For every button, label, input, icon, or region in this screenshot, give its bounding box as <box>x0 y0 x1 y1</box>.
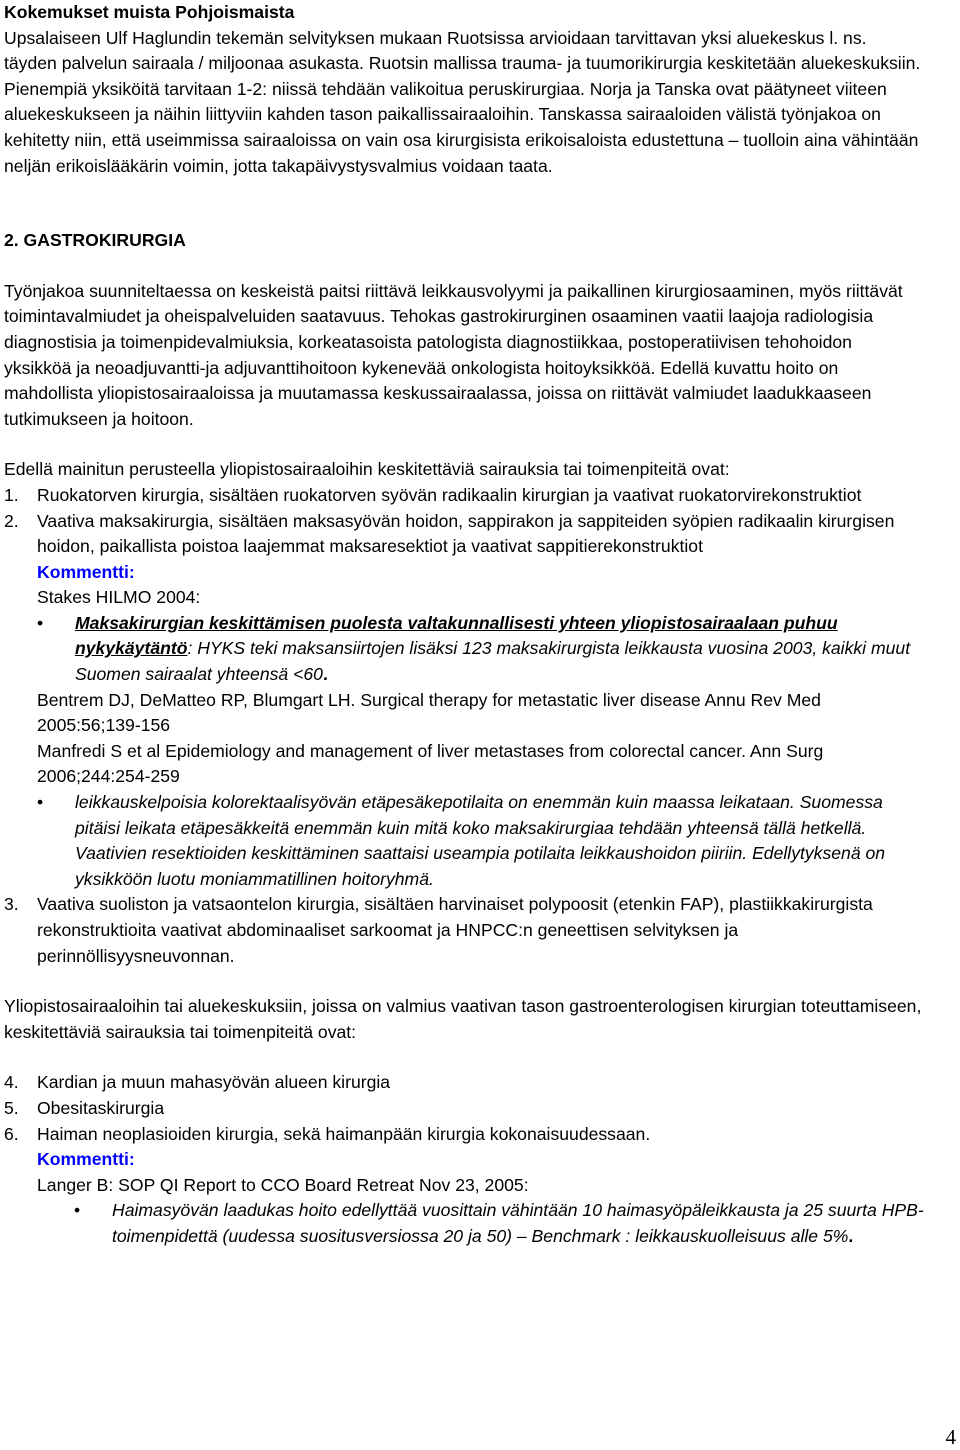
section-title: Kokemukset muista Pohjoismaista <box>4 2 295 22</box>
list-number: 1. <box>4 484 19 505</box>
list-number: 6. <box>4 1123 19 1144</box>
bullet-icon: • <box>37 792 44 813</box>
langer-line: Langer B: SOP QI Report to CCO Board Retreat Nov 23, 2005: <box>37 1174 529 1195</box>
bullet-rest: : HYKS teki maksansiirtojen lisäksi 123 maksakirurgista leikkausta vuosina 2003, kaikki muut Suomen sairaalat yhteensä <60 <box>75 638 911 685</box>
bullet-emphasis: Maksakirurgian keskittämisen puolesta valtakunnallisesti yhteen yliopistosairaalaan puhuu nykykäytäntö <box>75 612 838 659</box>
bullet-end: . <box>848 1225 854 1246</box>
list-number: 2. <box>4 510 19 531</box>
list-item <box>4 1096 924 1122</box>
list-item <box>4 509 924 560</box>
list-text: Kardian ja muun mahasyövän alueen kirurgia <box>37 1072 391 1093</box>
document-page <box>4 0 924 1250</box>
bullet-body: Haimasyövän laadukas hoito edellyttää vuosittain vähintään 10 haimasyöpäleikkausta ja 25 suurta HPB- toimenpidettä (uudessa suositusversiossa 20 ja 50) – Benchmark : leikkauskuolleisuus alle 5% <box>112 1200 924 1246</box>
second-intro: Yliopistosairaaloihin tai aluekeskuksiin, joissa on valmius vaativan tason gastroenterologisen kirurgian toteuttamiseen, keskitettäviä sairauksia tai toimenpiteitä ovat: <box>4 996 922 1042</box>
bullet-text <box>112 1198 924 1249</box>
comment-label: Kommentti: <box>37 561 135 582</box>
list-number: 3. <box>4 894 19 915</box>
reference: Bentrem DJ, DeMatteo RP, Blumgart LH. Surgical therapy for metastatic liver disease Annu Rev Med 2005:56;139-156 <box>37 689 821 736</box>
list-text: Haiman neoplasioiden kirurgia, sekä haimanpään kirurgia kokonaisuudessaan. <box>37 1123 651 1144</box>
list-text: Obesitaskirurgia <box>37 1097 165 1118</box>
bullet-icon: • <box>74 1200 81 1221</box>
bullet-item <box>4 1198 924 1249</box>
intro-paragraph: Upsalaiseen Ulf Haglundin tekemän selvityksen mukaan Ruotsissa arvioidaan tarvittavan yksi aluekeskus l. ns. täyden palvelun sairaala / miljoonaa asukasta. Ruotsin mallissa trauma- ja tuumorikirurgia keskitetään aluekeskuksiin. Pienempiä yksiköitä tarvitaan 1-2: niissä tehdään valikoitua peruskirurgiaa. Norja ja Tanska ovat päätyneet viiteen aluekeskukseen ja näihin liittyviin kahden tason paikallissairaaloihin. Tanskassa sairaaloiden välistä työnjakoa on kehitetty niin, että useimmissa sairaaloissa on vain osa kirurgisista erikoisaloista edustettuna – tuolloin aina vähintään neljän erikoislääkärin voimin, jotta takapäivystysvalmius voidaan taata. <box>4 27 921 176</box>
list-item <box>4 483 924 509</box>
bullet-text: leikkauskelpoisia kolorektaalisyövän etäpesäkepotilaita on enemmän kuin maassa leikataan. Suomessa pitäisi leikata etäpesäkkeitä enemmän kuin mitä koko maksakirurgiaa tehdään yhteensä tällä hetkellä. Vaativien resektioiden keskittäminen saattaisi useampia potilaita leikkaushoidon piiriin. Edellytyksenä on yksikköön luotu moniammatillinen hoitoryhmä. <box>75 792 886 889</box>
gastro-paragraph: Työnjakoa suunniteltaessa on keskeistä paitsi riittävä leikkausvolyymi ja paikallinen kirurgiosaaminen, myös riittävät toimintavalmiudet ja oheispalveluiden saatavuus. Tehokas gastrokirurginen osaaminen vaatii laajoja radiologisia diagnostisia ja toimenpidevalmiuksia, korkeatasoista patologista diagnostiikkaa, postoperatiivisen tehohoidon yksikköä ja neoadjuvantti-ja adjuvanttihoitoon kykenevää onkologista hoitoyksikköä. Edellä kuvattu hoito on mahdollista yliopistosairaaloissa ja muutamassa keskussairaalassa, joissa on riittävät valmiudet laadukkaaseen tutkimukseen ja hoitoon. <box>4 280 903 429</box>
reference: Manfredi S et al Epidemiology and management of liver metastases from colorectal cancer. Ann Surg 2006;244:254-259 <box>37 740 824 787</box>
comment-label: Kommentti: <box>37 1149 135 1170</box>
list-text: Vaativa suoliston ja vatsaontelon kirurgia, sisältäen harvinaiset polypoosit (etenkin FAP), plastiikkakirurgista rekonstruktioita vaativat abdominaaliset sarkoomat ja HNPCC:n geneettisen selvityksen ja perinnöllisyysneuvonnan. <box>37 894 873 966</box>
list-text: Ruokatorven kirurgia, sisältäen ruokatorven syövän radikaalin kirurgian ja vaativat ruokatorvirekonstruktiot <box>37 484 862 505</box>
list-number: 5. <box>4 1097 19 1118</box>
list-item <box>4 1070 924 1096</box>
page-number: 4 <box>945 1425 956 1449</box>
list-intro: Edellä mainitun perusteella yliopistosairaaloihin keskitettäviä sairauksia tai toimenpiteitä ovat: <box>4 459 730 480</box>
bullet-item <box>4 611 924 688</box>
list-number: 4. <box>4 1072 19 1093</box>
bullet-icon: • <box>37 612 44 633</box>
bullet-end: . <box>322 664 328 685</box>
section-heading: 2. GASTROKIRURGIA <box>4 230 186 251</box>
stakes-line: Stakes HILMO 2004: <box>37 587 201 608</box>
list-item <box>4 892 924 969</box>
list-item <box>4 1122 924 1148</box>
list-text: Vaativa maksakirurgia, sisältäen maksasyövän hoidon, sappirakon ja sappiteiden syöpien radikaalin kirurgisen hoidon, paikallista poistoa laajemmat maksaresektiot ja vaativat sappitierekonstruktiot <box>37 510 895 557</box>
bullet-item <box>4 790 924 892</box>
bullet-text <box>75 611 924 688</box>
